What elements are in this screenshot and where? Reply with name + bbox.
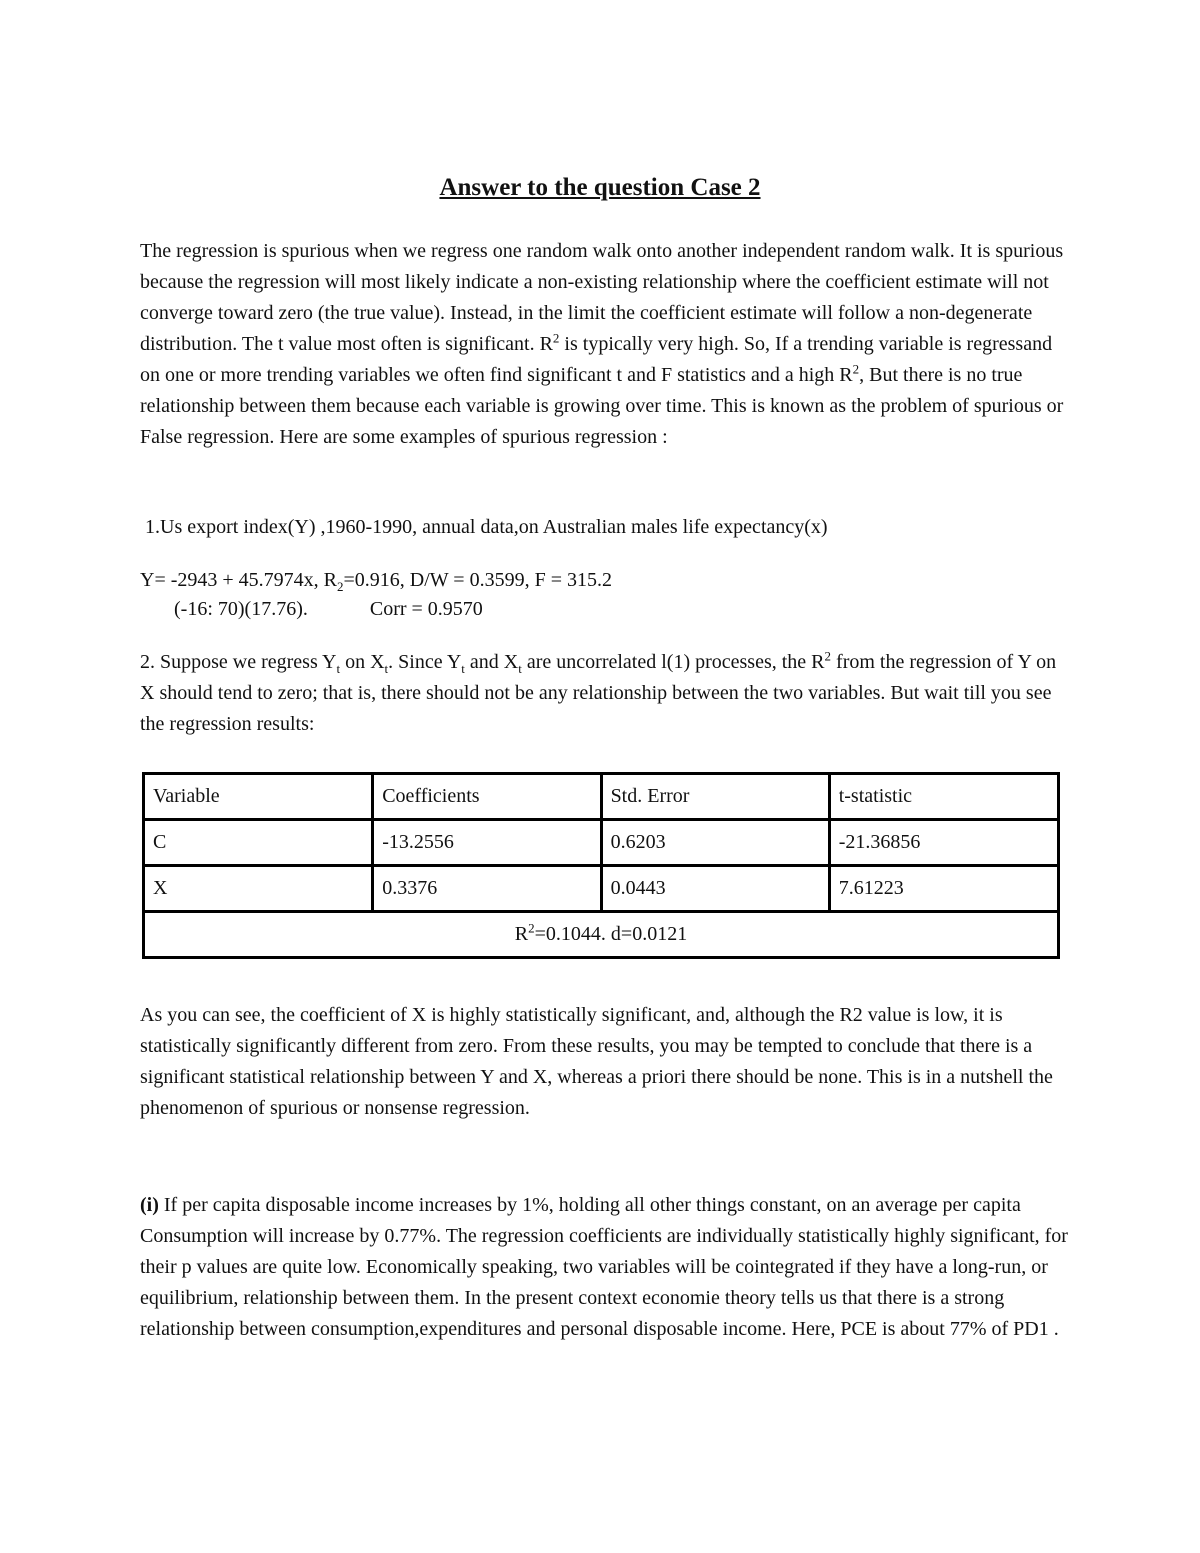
time-subscript: t bbox=[336, 661, 341, 676]
table-cell: 0.6203 bbox=[601, 820, 829, 866]
standard-errors: (-16: 70)(17.76). bbox=[174, 598, 308, 620]
example-1-heading: 1.Us export index(Y) ,1960-1990, annual data,on Australian males life expectancy(x) bbox=[145, 516, 828, 538]
table-header-cell: Coefficients bbox=[373, 774, 601, 820]
table-header-cell: t-statistic bbox=[829, 774, 1058, 820]
correlation-value: Corr = 0.9570 bbox=[369, 598, 483, 620]
page-title: Answer to the question Case 2 bbox=[439, 174, 761, 201]
equation-text-a: Y= -2943 + 45.7974x, R bbox=[140, 569, 338, 591]
table-header-row bbox=[144, 774, 1059, 820]
r-squared-superscript: 2 bbox=[528, 920, 535, 936]
example-2-text: from the regression of Y on X should tend to zero; that is, there should not be any relationship between the two variables. But wait till you see the regression results: bbox=[140, 651, 1057, 735]
example-2-text: . Since Y bbox=[388, 651, 462, 673]
regression-results-table bbox=[142, 772, 1060, 959]
table-cell: 0.3376 bbox=[373, 866, 601, 912]
example-2-text: and X bbox=[464, 651, 519, 673]
table-header-cell: Variable bbox=[144, 774, 373, 820]
time-subscript: t bbox=[384, 661, 389, 676]
part-i-text: If per capita disposable income increases by 1%, holding all other things constant, on an average per capita Consumption will increase by 0.77%. The regression coefficients are individually statistically highly significant, for their p values are quite low. Economically speaking, two variables will be cointegrated if they have a long-run, or equilibrium, relationship between them. In the present context economie theory tells us that there is a strong relationship between consumption,expenditures and personal disposable income. Here, PCE is about 77% of PD1 . bbox=[140, 1194, 1068, 1340]
footer-text: R bbox=[514, 923, 529, 945]
intro-text-b: is typically very high. So, If a trending variable is regressand on one or more trending variables we often find significant t and F statistics and a high R bbox=[140, 333, 1053, 386]
table-cell: X bbox=[144, 866, 373, 912]
example-2-text: on X bbox=[340, 651, 385, 673]
part-i-paragraph bbox=[140, 1190, 1070, 1345]
r-squared-superscript: 2 bbox=[852, 361, 860, 377]
time-subscript: t bbox=[518, 661, 522, 676]
table-cell: -13.2556 bbox=[373, 820, 601, 866]
table-footer-cell bbox=[144, 912, 1059, 958]
table-cell: C bbox=[144, 820, 373, 866]
example-1-equation bbox=[140, 566, 1070, 624]
conclusion-paragraph: As you can see, the coefficient of X is highly statistically significant, and, although the R2 value is low, it is statistically significantly different from zero. From these results, you may be tempted to conclude that there is a significant statistical relationship between Y and X, whereas a priori there should be none. This is in a nutshell the phenomenon of spurious or nonsense regression. bbox=[140, 1004, 1053, 1119]
table-cell: -21.36856 bbox=[829, 820, 1058, 866]
example-2-paragraph bbox=[140, 647, 1070, 740]
part-i-label: (i) bbox=[140, 1194, 159, 1216]
table-row bbox=[144, 820, 1059, 866]
time-subscript: t bbox=[461, 661, 465, 676]
table-cell: 0.0443 bbox=[601, 866, 829, 912]
intro-paragraph bbox=[140, 236, 1070, 453]
example-2-text: 2. Suppose we regress Y bbox=[140, 651, 337, 673]
r-squared-superscript: 2 bbox=[552, 330, 560, 346]
intro-text-c: , But there is no true relationship between them because each variable is growing over time. This is known as the problem of spurious or False regression. Here are some examples of spurious regression : bbox=[140, 364, 1064, 448]
footer-text: =0.1044. d=0.0121 bbox=[534, 923, 688, 945]
equation-line bbox=[140, 566, 1070, 595]
standard-error-line bbox=[140, 595, 1070, 624]
table-header-cell: Std. Error bbox=[601, 774, 829, 820]
equation-subscript: 2 bbox=[337, 579, 344, 594]
example-2-text: are uncorrelated l(1) processes, the R bbox=[521, 651, 825, 673]
equation-text-b: =0.916, D/W = 0.3599, F = 315.2 bbox=[343, 569, 612, 591]
table-cell: 7.61223 bbox=[829, 866, 1058, 912]
table-footer-row bbox=[144, 912, 1059, 958]
intro-text-a: The regression is spurious when we regress one random walk onto another independent random walk. It is spurious because the regression will most likely indicate a non-existing relationship where the coefficient estimate will not converge toward zero (the true value). Instead, in the limit the coefficient estimate will follow a non-degenerate distribution. The t value most often is significant. R bbox=[140, 240, 1064, 355]
table-row bbox=[144, 866, 1059, 912]
r-squared-superscript: 2 bbox=[824, 648, 832, 664]
